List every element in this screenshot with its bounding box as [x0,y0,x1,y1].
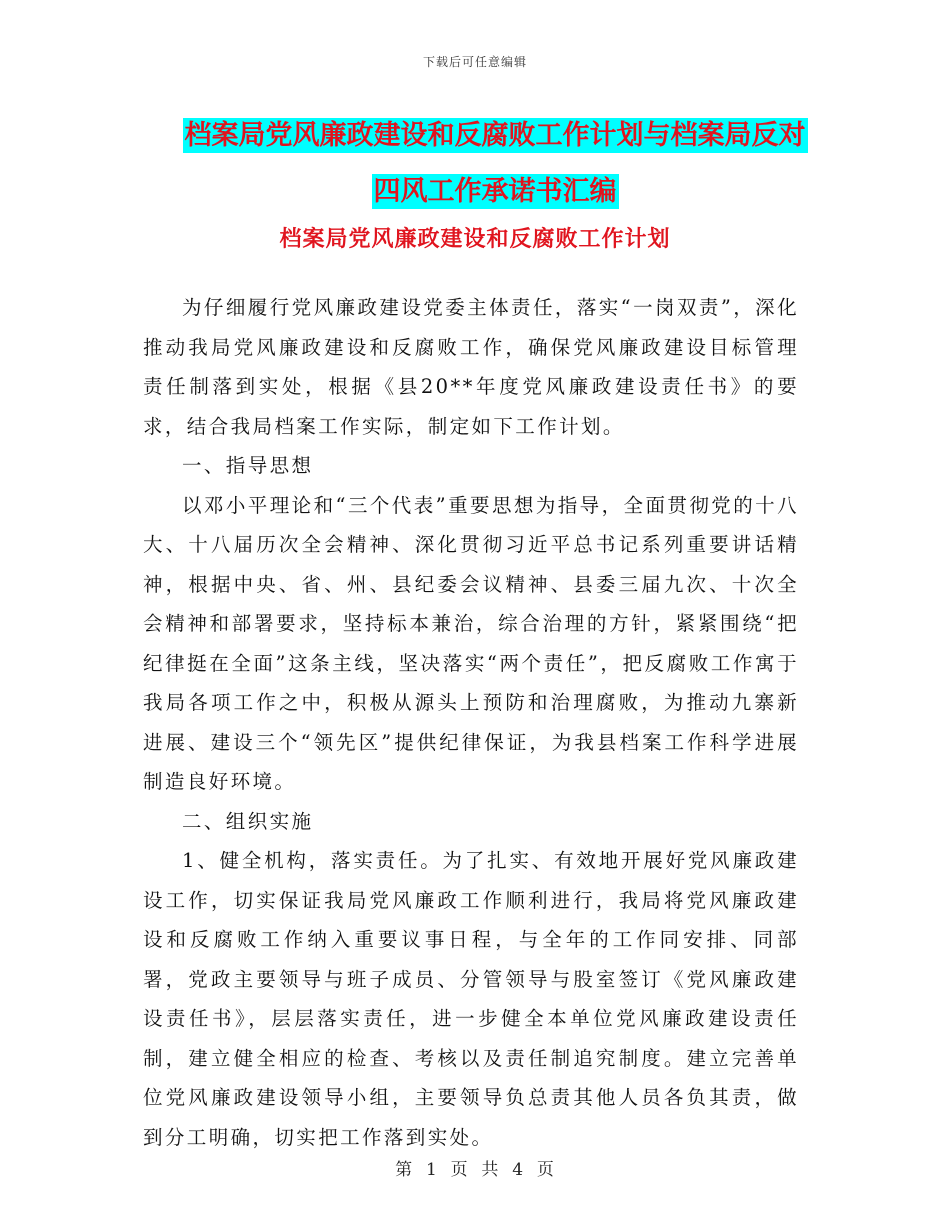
main-title-line-2: 四风工作承诺书汇编 [373,176,617,207]
page-footer: 第 1 页 共 4 页 [395,1160,555,1180]
paragraph-organization: 1、健全机构，落实责任。为了扎实、有效地开展好党风廉政建设工作，切实保证我局党风廉政工作顺利进行，我局将党风廉政建设和反腐败工作纳入重要议事日程，与全年的工作同安排、同部署，党政主要领导与班子成员、分管领导与股室签订《党风廉政建设责任书》，层层落实责任，进一步健全本单位党风廉政建设责任制，建立健全相应的检查、考核以及责任制追究制度。建立完善单位党风廉政建设领导小组，主要领导负总责其他人员各负其责，做到分工明确，切实把工作落到实处。 [143,849,799,1149]
heading-guiding-thought: 一、指导思想 [182,454,314,477]
section-title: 档案局党风廉政建设和反腐败工作计划 [279,226,671,252]
main-title-line-1: 档案局党风廉政建设和反腐败工作计划与档案局反对 [184,120,806,151]
heading-organization: 二、组织实施 [182,809,314,833]
header-note: 下载后可任意编辑 [422,55,527,69]
main-title [180,108,810,220]
paragraph-intro: 为仔细履行党风廉政建设党委主体责任，落实“一岗双责”，深化推动我局党风廉政建设和反腐败工作，确保党风廉政建设目标管理责任制落到实处，根据《县20**年度党风廉政建设责任书》的要求，结合我局档案工作实际，制定如下工作计划。 [143,296,799,438]
body-text [143,288,799,1157]
paragraph-guiding-thought: 以邓小平理论和“三个代表”重要思想为指导，全面贯彻党的十八大、十八届历次全会精神、深化贯彻习近平总书记系列重要讲话精神，根据中央、省、州、县纪委会议精神、县委三届九次、十次全会精神和部署要求，坚持标本兼治，综合治理的方针，紧紧围绕“把纪律挺在全面”这条主线，坚决落实“两个责任”，把反腐败工作寓于我局各项工作之中，积极从源头上预防和治理腐败，为推动九寨新进展、建设三个“领先区”提供纪律保证，为我县档案工作科学进展制造良好环境。 [143,493,799,793]
